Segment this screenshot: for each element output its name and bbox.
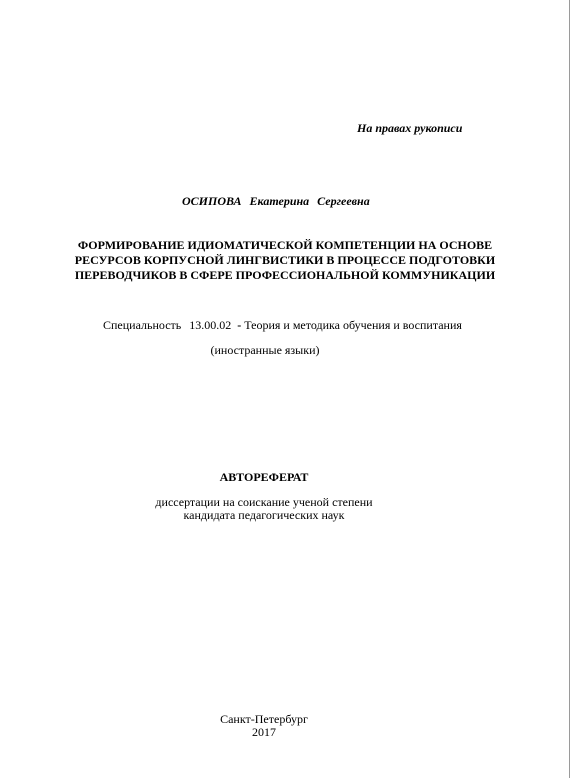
- thesis-title: [50, 238, 520, 283]
- specialty-label: Специальность: [103, 318, 182, 332]
- author-name: ОСИПОВА Екатерина Сергеевна: [182, 194, 370, 208]
- specialty-code: 13.00.02: [189, 318, 232, 332]
- specialty-dash: -: [237, 318, 242, 332]
- city: Санкт-Петербург: [220, 712, 308, 726]
- thesis-title-line: ФОРМИРОВАНИЕ ИДИОМАТИЧЕСКОЙ КОМПЕТЕНЦИИ НА ОСНОВЕ: [77, 238, 493, 252]
- purpose-line-2: кандидата педагогических наук: [183, 508, 345, 522]
- document-type: АВТОРЕФЕРАТ: [219, 470, 309, 484]
- specialty-name: Теория и методика обучения и воспитания: [244, 318, 462, 332]
- rights-note: На правах рукописи: [357, 121, 463, 135]
- purpose-line-1: диссертации на соискание ученой степени: [155, 495, 373, 509]
- year: 2017: [252, 725, 276, 739]
- specialty-line: [103, 318, 462, 332]
- thesis-title-line: ПЕРЕВОДЧИКОВ В СФЕРЕ ПРОФЕССИОНАЛЬНОЙ КОММУНИКАЦИИ: [74, 268, 496, 282]
- thesis-title-line: РЕСУРСОВ КОРПУСНОЙ ЛИНГВИСТИКИ В ПРОЦЕССЕ ПОДГОТОВКИ: [74, 253, 496, 267]
- specialty-subfield: (иностранные языки): [210, 343, 320, 357]
